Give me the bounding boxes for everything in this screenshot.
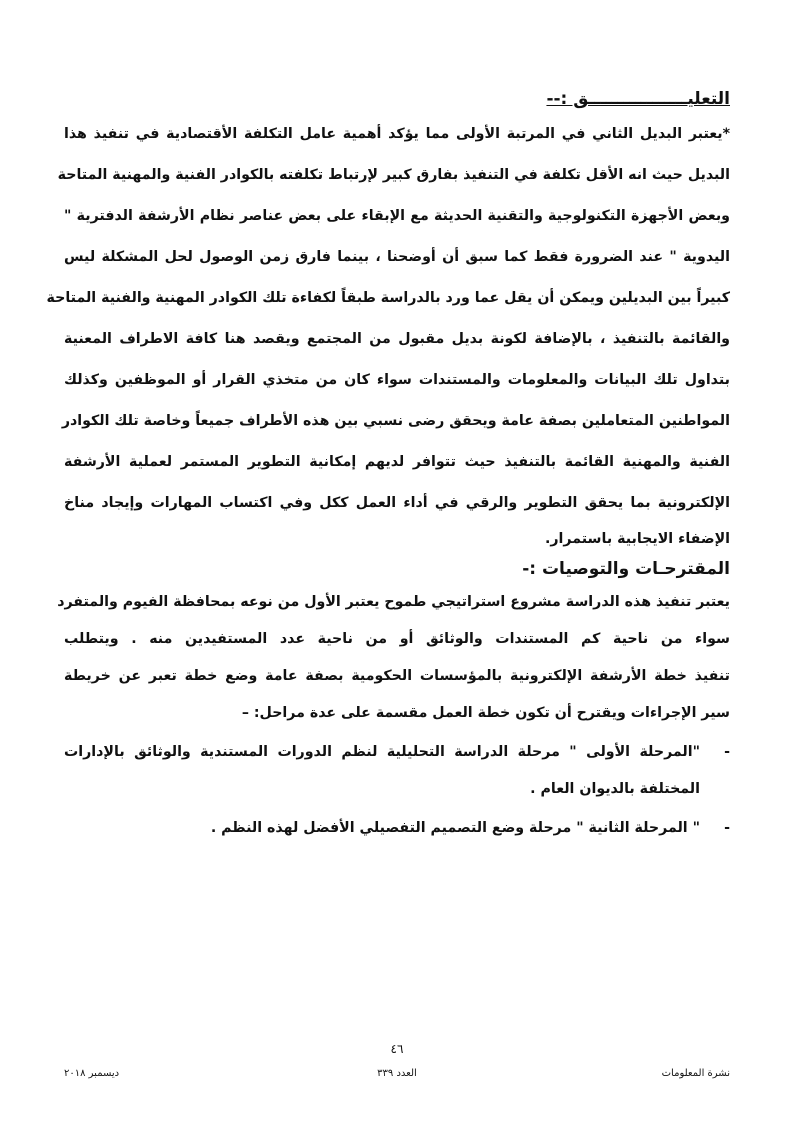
- comment-paragraph: [46, 114, 730, 554]
- paragraph-line: يعتبر تنفيذ هذه الدراسة مشروع استراتيجي طموح يعتبر الأول من نوعه بمحافظة الفيوم والمتفرد: [57, 594, 730, 610]
- footer-issue: العدد ٣٣٩: [377, 1068, 417, 1079]
- list-item: [64, 734, 730, 808]
- paragraph-line: وبعض الأجهزة التكنولوجية والتقنية الحديثة مع الإبقاء على بعض عناصر نظام الأرشفة الدفترية ": [64, 208, 730, 224]
- bullet-dash: -: [724, 820, 730, 836]
- paragraph-line: سير الإجراءات ويقترح أن تكون خطة العمل مقسمة على عدة مراحل: –: [241, 705, 730, 721]
- paragraph-line: الإضفاء الايجابية باستمرار.: [545, 531, 730, 547]
- paragraph-line: المواطنين المتعاملين بصفة عامة ويحقق رضى نسبي بين هذه الأطراف جميعاً وخاصة تلك الكوادر: [61, 413, 730, 429]
- paragraph-line: سواء من ناحية كم المستندات والوثائق أو من ناحية عدد المستفيدين منه . ويتطلب: [64, 631, 730, 647]
- paragraph-line: والقائمة بالتنفيذ ، بالإضافة لكونة بديل مقبول من المجتمع ويقصد هنا كافة الاطراف المعنية: [64, 331, 730, 347]
- paragraph-line: اليدوية " عند الضرورة فقط كما سبق أن أوضحنا ، بينما فارق زمن الوصول لحل المشكلة ليس: [64, 249, 730, 265]
- paragraph-line: كبيراً بين البديلين ويمكن أن يقل عما ورد بالدراسة طبقاً لكفاءة تلك الكوادر المهنية والفنية المتاحة: [46, 290, 730, 306]
- recommendations-paragraph: [57, 584, 730, 732]
- list-item-line: المختلفة بالديوان العام .: [530, 781, 700, 797]
- page-content: [46, 84, 730, 847]
- page-footer: [64, 1068, 730, 1084]
- paragraph-line: بتداول تلك البيانات والمعلومات والمستندات سواء كان من متخذي القرار أو الموظفين وكذلك: [64, 372, 730, 388]
- list-item-line: " المرحلة الثانية " مرحلة وضع التصميم التفصيلي الأفضل لهذه النظم .: [210, 820, 700, 836]
- paragraph-line: البديل حيث انه الأقل تكلفة في التنفيذ بفارق كبير لإرتباط تكلفته بالكوادر الفنية والمهنية المتاحة: [57, 167, 730, 183]
- paragraph-line: الفنية والمهنية القائمة بالتنفيذ حيث تتوافر لديهم إمكانية التطوير المستمر لعملية الأرشفة: [64, 454, 730, 470]
- bullet-dash: -: [724, 744, 730, 760]
- list-item: [64, 810, 730, 847]
- paragraph-line: *يعتبر البديل الثاني في المرتبة الأولى مما يؤكد أهمية عامل التكلفة الأقتصادية في تنفيذ هذا: [64, 126, 730, 142]
- recommendations-heading: [64, 554, 730, 584]
- phase-list: [64, 734, 730, 847]
- footer-date: ديسمبر ٢٠١٨: [64, 1068, 120, 1079]
- footer-publication: نشرة المعلومات: [661, 1068, 730, 1079]
- recommendations-heading-text: المقترحـات والتوصيات :-: [522, 559, 730, 579]
- paragraph-line: تنفيذ خطة الأرشفة الإلكترونية بالمؤسسات الحكومية بصفة عامة وضع خطة تعبر عن خريطة: [64, 668, 730, 684]
- page-number: ٤٦: [390, 1042, 404, 1056]
- comment-heading: [64, 84, 730, 114]
- list-item-line: "المرحلة الأولى " مرحلة الدراسة التحليلية لنظم الدورات المستندية والوثائق بالإدارات: [64, 744, 700, 760]
- paragraph-line: الإلكترونية بما يحقق التطوير والرقي في أداء العمل ككل وفي اكتساب المهارات وإيجاد مناخ: [64, 495, 730, 511]
- comment-heading-text: التعليـــــــــــــــــق :--: [546, 89, 730, 109]
